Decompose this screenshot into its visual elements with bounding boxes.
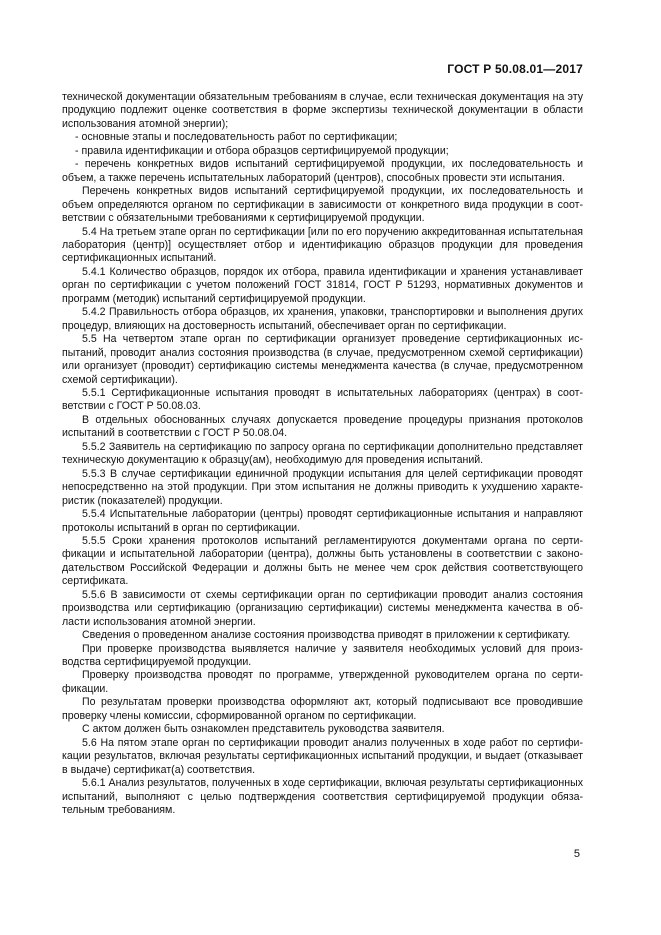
paragraph: 5.5.4 Испытательные лаборатории (центры) проводят сертификационные испытания и направляют протоколы испытаний в орган по сертификации. [62, 508, 583, 534]
list-item: - правила идентификации и отбора образцов сертифицируемой продукции; [75, 144, 449, 157]
paragraph: При проверке производства выявляется наличие у заявителя необходимых условий для производства сертифицируемой продукции. [62, 642, 583, 669]
paragraph: Проверку производства проводят по программе, утвержденной руководителем органа по сертификации. [62, 669, 583, 695]
paragraph: 5.4 На третьем этапе орган по сертификации [или по его поручению аккредитованная испытательная лаборатория (центр)] осуществляет отбор и идентификацию образцов продукции для проведения сертификационных испытаний. [62, 225, 583, 265]
document-body [62, 91, 583, 817]
paragraph: 5.5.5 Сроки хранения протоколов испытаний регламентируются документами органа по сертификации и испытательной лаборатории (центра), должны быть установлены в соответствии с законодательством Российской Федерации и должны быть не менее чем срок действия соответствующего сертификата. [62, 534, 583, 588]
paragraph: 5.5.6 В зависимости от схемы сертификации орган по сертификации проводит анализ состояния производства или сертификацию (организацию сертификации) системы менеджмента качества в области использования атомной энергии. [62, 588, 583, 628]
paragraph: Сведения о проведенном анализе состояния производства приводят в приложении к сертификату. [82, 629, 571, 642]
list-item: - основные этапы и последовательность работ по сертификации; [75, 131, 398, 144]
paragraph: Перечень конкретных видов испытаний сертифицируемой продукции, их последовательность и объем определяются органом по сертификации в зависимости от конкретного вида продукции в соответствии с обязательными требованиями к сертифицируемой продукции. [62, 185, 583, 225]
paragraph: 5.5.2 Заявитель на сертификацию по запросу органа по сертификации дополнительно представляет техническую документацию к образцу(ам), необходимую для проведения испытаний. [62, 440, 583, 467]
paragraph: технической документации обязательным требованиям в случае, если техническая документация на эту продукцию подлежит оценке соответствия в форме экспертизы технической документации в области использования атомной энергии); [62, 91, 583, 130]
paragraph: 5.6 На пятом этапе орган по сертификации проводит анализ полученных в ходе работ по сертификации результатов, включая результаты сертификационных испытаний продукции, и выдает (отказывает в выдаче) сертификат(а) соответствия. [62, 736, 583, 776]
paragraph: 5.6.1 Анализ результатов, полученных в ходе сертификации, включая результаты сертификационных испытаний, выполняют с целью подтверждения соответствия сертифицируемой продукции обязательным требованиям. [62, 777, 583, 817]
paragraph: С актом должен быть ознакомлен представитель руководства заявителя. [82, 723, 445, 736]
paragraph: 5.4.2 Правильность отбора образцов, их хранения, упаковки, транспортировки и выполнения других процедур, влияющих на достоверность испытаний, обеспечивает орган по сертификации. [62, 306, 583, 332]
list-item: - перечень конкретных видов испытаний сертифицируемой продукции, их последовательность и объем, а также перечень испытательных лабораторий (центров), способных провести эти испытания. [62, 158, 583, 184]
page-number: 5 [573, 848, 580, 860]
paragraph: 5.5 На четвертом этапе орган по сертификации организует проведение сертификационных испытаний, проводит анализ состояния производства (в случае, предусмотренном схемой сертификации) или организует (проводит) сертификацию системы менеджмента качества (в случае, предусмотренном схемой сертификации). [62, 333, 583, 386]
paragraph: По результатам проверки производства оформляют акт, который подписывают все проводившие проверку члены комиссии, сформированной органом по сертификации. [62, 696, 583, 722]
paragraph: 5.4.1 Количество образцов, порядок их отбора, правила идентификации и хранения устанавливает орган по сертификации с учетом положений ГОСТ 31814, ГОСТ Р 51293, нормативных документов и программ (методик) испытаний сертифицируемой продукции. [62, 265, 583, 305]
paragraph: 5.5.1 Сертификационные испытания проводят в испытательных лабораториях (центрах) в соответствии с ГОСТ Р 50.08.03. [62, 386, 583, 413]
document-id-header: ГОСТ Р 50.08.01—2017 [447, 62, 583, 76]
paragraph: В отдельных обоснованных случаях допускается проведение процедуры признания протоколов испытаний в соответствии с ГОСТ Р 50.08.04. [62, 413, 583, 440]
paragraph: 5.5.3 В случае сертификации единичной продукции испытания для целей сертификации проводят непосредственно на этой продукции. При этом испытания не должны приводить к ухудшению характеристик (показателей) продукции. [62, 467, 583, 507]
